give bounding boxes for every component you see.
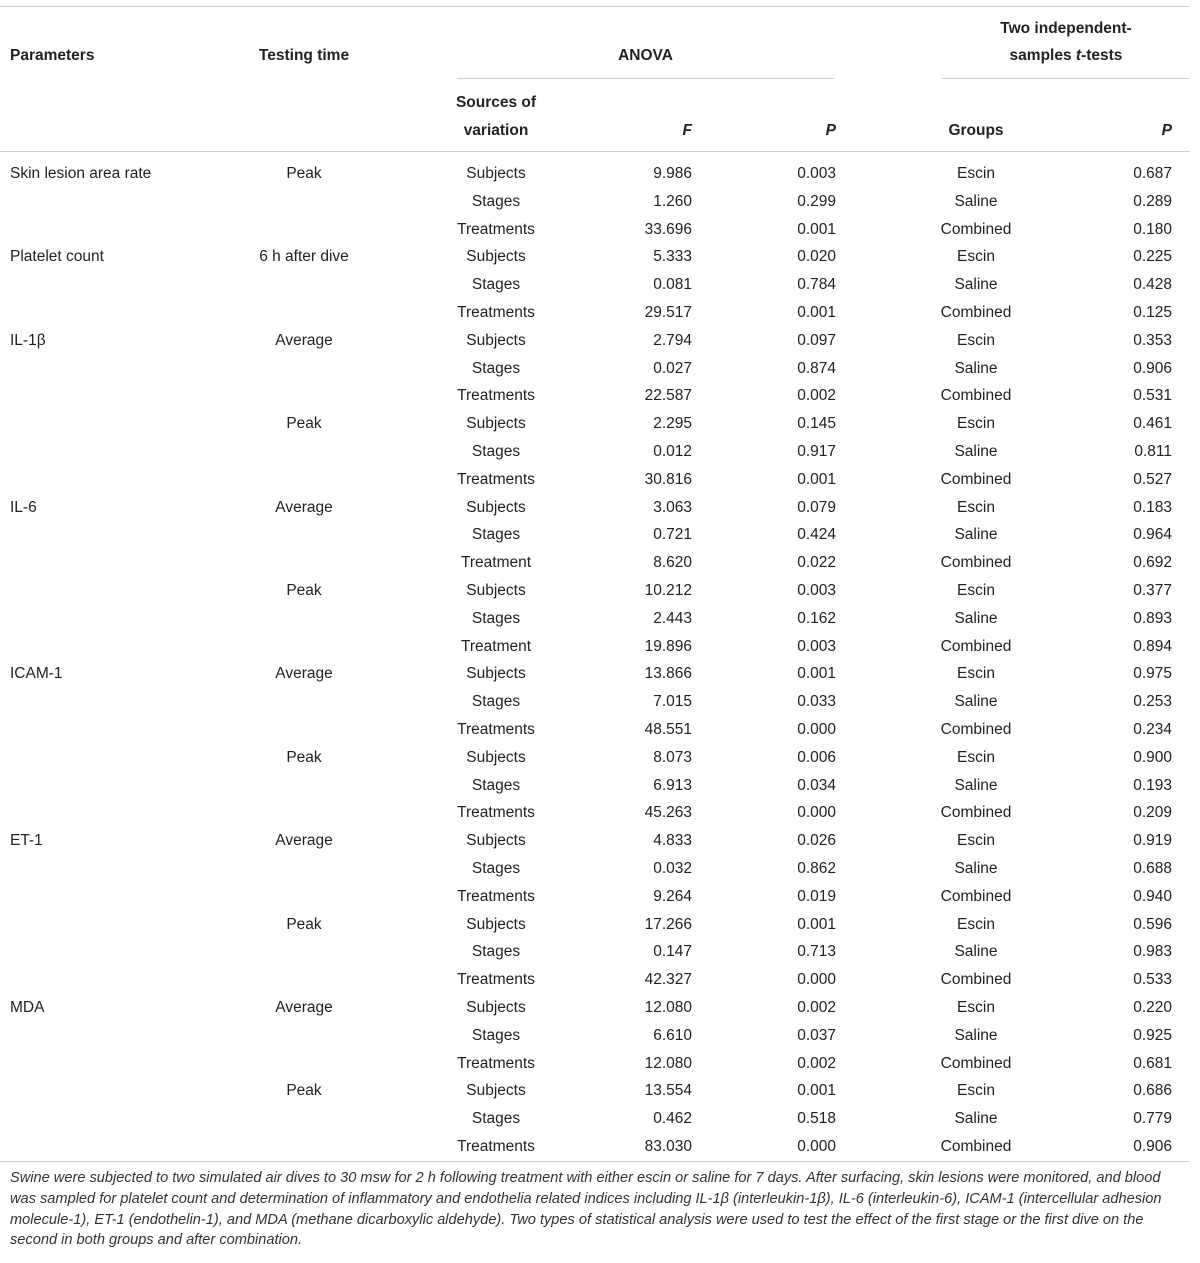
p-value-cell: 0.001 <box>797 665 836 683</box>
ttest-p-cell: 0.681 <box>1133 1054 1172 1072</box>
group-cell: Combined <box>940 220 1012 238</box>
f-value-cell: 29.517 <box>644 304 692 321</box>
ttest-p-cell: 0.377 <box>1133 582 1172 599</box>
f-value-cell: 2.794 <box>653 331 692 349</box>
source-cell: Stages <box>471 359 521 377</box>
group-cell: Saline <box>954 943 998 961</box>
ttest-p-cell: 0.225 <box>1133 248 1172 266</box>
ttest-p-cell: 0.779 <box>1133 1110 1172 1128</box>
p-value-cell: 0.006 <box>797 748 836 766</box>
header-p: P <box>825 122 836 139</box>
p-value-cell: 0.162 <box>797 609 836 627</box>
f-value-cell: 2.443 <box>653 609 692 627</box>
header-sources-line1: Sources of <box>455 94 537 111</box>
p-value-cell: 0.001 <box>797 220 836 238</box>
ttest-p-cell: 0.253 <box>1133 693 1172 711</box>
table-footnote: Swine were subjected to two simulated air dives to 30 msw for 2 h following treatment with either escin or saline for 7 days. After surfacing, skin lesions were monitored, and blood was sampled for platelet count and determination of inflammatory and endothelia related indices including IL-1β (interleukin-1β), IL-6 (interleukin-6), ICAM-1 (intercellular adhesion molecule-1), ET-1 (endothelin-1), and MDA (methane dicarboxylic aldehyde). Two types of statistical analysis were used to test the effect of the first stage or the first dive on the second in both groups and after combination. <box>10 1170 1162 1249</box>
ttest-p-cell: 0.209 <box>1133 804 1172 822</box>
p-value-cell: 0.002 <box>797 1054 836 1072</box>
source-cell: Subjects <box>466 248 526 266</box>
source-cell: Subjects <box>466 331 526 349</box>
f-value-cell: 45.263 <box>644 804 692 822</box>
p-value-cell: 0.020 <box>797 248 836 266</box>
group-cell: Saline <box>954 1026 998 1044</box>
ttest-p-cell: 0.527 <box>1133 470 1172 488</box>
parameter-cell: ICAM-1 <box>10 665 63 683</box>
header-f: F <box>682 122 692 139</box>
group-cell: Escin <box>957 415 995 433</box>
group-cell: Escin <box>957 832 995 850</box>
group-cell: Escin <box>957 165 995 182</box>
f-value-cell: 83.030 <box>644 1138 692 1155</box>
f-value-cell: 8.620 <box>653 554 692 572</box>
group-cell: Combined <box>940 887 1012 905</box>
f-value-cell: 0.081 <box>653 276 692 294</box>
ttest-p-cell: 0.925 <box>1133 1026 1172 1044</box>
testing-time-cell: Average <box>275 999 333 1016</box>
header-parameters: Parameters <box>10 47 95 64</box>
source-cell: Stages <box>471 693 521 711</box>
source-cell: Stages <box>471 943 521 961</box>
source-cell: Subjects <box>466 582 526 599</box>
group-cell: Combined <box>940 554 1012 572</box>
p-value-cell: 0.000 <box>797 1138 836 1155</box>
ttest-p-cell: 0.893 <box>1133 609 1172 627</box>
anova-group-rule <box>457 78 834 79</box>
ttest-p-cell: 0.919 <box>1133 832 1172 850</box>
group-cell: Combined <box>940 470 1012 488</box>
f-value-cell: 12.080 <box>644 999 692 1016</box>
parameter-cell: IL-1β <box>10 331 46 349</box>
source-cell: Stages <box>471 860 521 877</box>
header-ttest-line1: Two independent- <box>1000 20 1132 37</box>
header-bottom-rule <box>0 151 1190 152</box>
source-cell: Subjects <box>466 915 526 933</box>
f-value-cell: 0.032 <box>653 860 692 877</box>
f-value-cell: 0.721 <box>653 526 692 544</box>
table-top-rule <box>0 6 1190 7</box>
p-value-cell: 0.424 <box>797 526 836 544</box>
ttest-p-cell: 0.811 <box>1134 443 1172 460</box>
table-bottom-rule <box>0 1161 1190 1162</box>
parameter-cell: Platelet count <box>10 248 104 266</box>
ttest-p-cell: 0.975 <box>1133 665 1172 683</box>
p-value-cell: 0.145 <box>797 415 836 433</box>
testing-time-cell: Peak <box>286 1082 322 1100</box>
group-cell: Combined <box>940 387 1012 405</box>
ttest-p-cell: 0.906 <box>1133 1138 1172 1155</box>
p-value-cell: 0.000 <box>797 804 836 822</box>
ttest-p-cell: 0.983 <box>1133 943 1172 961</box>
testing-time-cell: 6 h after dive <box>259 248 349 266</box>
p-value-cell: 0.917 <box>797 443 836 460</box>
source-cell: Stages <box>471 1026 521 1044</box>
source-cell: Subjects <box>466 665 526 683</box>
ttest-p-cell: 0.688 <box>1133 860 1172 877</box>
testing-time-cell: Peak <box>286 165 322 182</box>
p-value-cell: 0.874 <box>797 359 836 377</box>
f-value-cell: 6.610 <box>653 1026 692 1044</box>
source-cell: Treatments <box>457 721 535 738</box>
group-cell: Combined <box>940 637 1012 655</box>
f-value-cell: 0.462 <box>653 1110 692 1128</box>
ttest-p-cell: 0.531 <box>1133 387 1172 405</box>
f-value-cell: 7.015 <box>653 693 692 711</box>
group-cell: Saline <box>954 609 998 627</box>
p-value-cell: 0.518 <box>797 1110 836 1128</box>
source-cell: Treatments <box>457 304 535 321</box>
group-cell: Escin <box>957 248 995 266</box>
ttest-p-cell: 0.461 <box>1133 415 1172 433</box>
parameter-cell: MDA <box>10 999 45 1016</box>
f-value-cell: 10.212 <box>644 582 692 599</box>
p-value-cell: 0.002 <box>797 387 836 405</box>
p-value-cell: 0.862 <box>797 860 836 877</box>
f-value-cell: 13.554 <box>644 1082 692 1100</box>
ttest-p-cell: 0.964 <box>1133 526 1172 544</box>
p-value-cell: 0.784 <box>797 276 836 294</box>
group-cell: Escin <box>957 915 995 933</box>
ttest-p-cell: 0.906 <box>1133 359 1172 377</box>
ttest-p-cell: 0.894 <box>1133 637 1172 655</box>
ttest-p-cell: 0.234 <box>1133 721 1172 738</box>
f-value-cell: 22.587 <box>644 387 692 405</box>
f-value-cell: 2.295 <box>653 415 692 433</box>
ttest-p-cell: 0.289 <box>1133 192 1172 210</box>
group-cell: Saline <box>954 359 998 377</box>
group-cell: Saline <box>954 276 998 294</box>
f-value-cell: 1.260 <box>653 192 692 210</box>
f-value-cell: 33.696 <box>644 220 692 238</box>
testing-time-cell: Average <box>275 665 333 683</box>
source-cell: Treatments <box>457 1138 535 1155</box>
ttest-p-cell: 0.687 <box>1133 165 1172 182</box>
ttest-p-cell: 0.692 <box>1133 554 1172 572</box>
f-value-cell: 0.012 <box>653 443 692 460</box>
p-value-cell: 0.000 <box>797 971 836 989</box>
f-value-cell: 12.080 <box>644 1054 692 1072</box>
source-cell: Treatment <box>460 637 532 655</box>
source-cell: Treatments <box>457 804 535 822</box>
ttest-p-cell: 0.596 <box>1133 915 1172 933</box>
p-value-cell: 0.299 <box>797 192 836 210</box>
f-value-cell: 0.027 <box>653 359 692 377</box>
p-value-cell: 0.001 <box>797 915 836 933</box>
f-value-cell: 3.063 <box>653 498 692 516</box>
testing-time-cell: Average <box>275 498 333 516</box>
source-cell: Subjects <box>466 748 526 766</box>
group-cell: Saline <box>954 693 998 711</box>
source-cell: Subjects <box>466 165 526 182</box>
source-cell: Treatment <box>460 554 532 572</box>
p-value-cell: 0.000 <box>797 721 836 738</box>
group-cell: Combined <box>940 304 1012 321</box>
group-cell: Combined <box>940 721 1012 738</box>
p-value-cell: 0.001 <box>797 304 836 321</box>
f-value-cell: 9.264 <box>653 887 692 905</box>
group-cell: Escin <box>957 582 995 599</box>
testing-time-cell: Peak <box>286 582 322 599</box>
source-cell: Stages <box>471 192 521 210</box>
source-cell: Subjects <box>466 415 526 433</box>
source-cell: Treatments <box>457 1054 535 1072</box>
p-value-cell: 0.026 <box>797 832 836 850</box>
group-cell: Saline <box>954 860 998 877</box>
f-value-cell: 13.866 <box>644 665 692 683</box>
f-value-cell: 0.147 <box>653 943 692 961</box>
f-value-cell: 9.986 <box>653 165 692 182</box>
p-value-cell: 0.003 <box>797 582 836 599</box>
f-value-cell: 19.896 <box>644 637 692 655</box>
f-value-cell: 8.073 <box>653 748 692 766</box>
source-cell: Stages <box>471 1110 521 1128</box>
group-cell: Saline <box>954 192 998 210</box>
p-value-cell: 0.003 <box>797 165 836 182</box>
p-value-cell: 0.033 <box>797 693 836 711</box>
ttest-group-rule <box>942 78 1190 79</box>
source-cell: Treatments <box>457 387 535 405</box>
group-cell: Escin <box>957 498 995 516</box>
group-cell: Combined <box>940 971 1012 989</box>
ttest-p-cell: 0.220 <box>1133 999 1172 1016</box>
group-cell: Combined <box>940 1054 1012 1072</box>
group-cell: Combined <box>940 1138 1012 1155</box>
parameter-cell: Skin lesion area rate <box>10 165 152 182</box>
source-cell: Subjects <box>466 1082 526 1100</box>
testing-time-cell: Peak <box>286 748 322 766</box>
group-cell: Escin <box>957 748 995 766</box>
f-value-cell: 6.913 <box>653 776 692 794</box>
group-cell: Saline <box>954 1110 998 1128</box>
f-value-cell: 42.327 <box>644 971 692 989</box>
source-cell: Treatments <box>457 971 535 989</box>
header-sources-line2: variation <box>463 122 529 139</box>
f-value-cell: 5.333 <box>653 248 692 266</box>
source-cell: Treatments <box>457 220 535 238</box>
group-cell: Escin <box>957 665 995 683</box>
header-ttest-p: P <box>1161 122 1172 139</box>
p-value-cell: 0.019 <box>797 887 836 905</box>
group-cell: Saline <box>954 526 998 544</box>
ttest-p-cell: 0.353 <box>1133 331 1172 349</box>
group-cell: Escin <box>957 331 995 349</box>
group-cell: Saline <box>954 443 998 460</box>
header-anova: ANOVA <box>618 47 673 64</box>
parameter-cell: ET-1 <box>10 832 43 850</box>
source-cell: Subjects <box>466 999 526 1016</box>
f-value-cell: 48.551 <box>644 721 692 738</box>
testing-time-cell: Peak <box>286 415 322 433</box>
ttest-p-cell: 0.125 <box>1133 304 1172 321</box>
group-cell: Escin <box>957 1082 995 1100</box>
p-value-cell: 0.037 <box>797 1026 836 1044</box>
source-cell: Subjects <box>466 498 526 516</box>
p-value-cell: 0.034 <box>797 776 836 794</box>
p-value-cell: 0.001 <box>797 470 836 488</box>
f-value-cell: 30.816 <box>644 470 692 488</box>
source-cell: Stages <box>471 443 521 460</box>
testing-time-cell: Average <box>275 832 333 850</box>
ttest-p-cell: 0.180 <box>1133 220 1172 238</box>
header-ttest-line2: samples t-tests <box>1009 47 1123 64</box>
ttest-p-cell: 0.428 <box>1133 276 1172 294</box>
source-cell: Treatments <box>457 887 535 905</box>
ttest-p-cell: 0.533 <box>1133 971 1172 989</box>
f-value-cell: 4.833 <box>653 832 692 850</box>
source-cell: Stages <box>471 609 521 627</box>
group-cell: Combined <box>940 804 1012 822</box>
header-testing-time: Testing time <box>258 47 350 64</box>
source-cell: Treatments <box>457 470 535 488</box>
source-cell: Stages <box>471 526 521 544</box>
parameter-cell: IL-6 <box>10 498 37 516</box>
p-value-cell: 0.079 <box>797 498 836 516</box>
group-cell: Escin <box>957 999 995 1016</box>
source-cell: Stages <box>471 776 521 794</box>
p-value-cell: 0.022 <box>797 554 836 572</box>
ttest-p-cell: 0.193 <box>1133 776 1172 794</box>
header-groups: Groups <box>948 122 1004 139</box>
ttest-p-cell: 0.940 <box>1133 887 1172 905</box>
source-cell: Stages <box>471 276 521 294</box>
ttest-p-cell: 0.183 <box>1133 498 1172 516</box>
group-cell: Saline <box>954 776 998 794</box>
p-value-cell: 0.002 <box>797 999 836 1016</box>
p-value-cell: 0.001 <box>797 1082 836 1100</box>
p-value-cell: 0.003 <box>797 637 836 655</box>
testing-time-cell: Peak <box>286 915 322 933</box>
source-cell: Subjects <box>466 832 526 850</box>
ttest-p-cell: 0.686 <box>1133 1082 1172 1100</box>
p-value-cell: 0.713 <box>797 943 836 961</box>
ttest-p-cell: 0.900 <box>1133 748 1172 766</box>
f-value-cell: 17.266 <box>644 915 692 933</box>
testing-time-cell: Average <box>275 331 333 349</box>
p-value-cell: 0.097 <box>797 331 836 349</box>
